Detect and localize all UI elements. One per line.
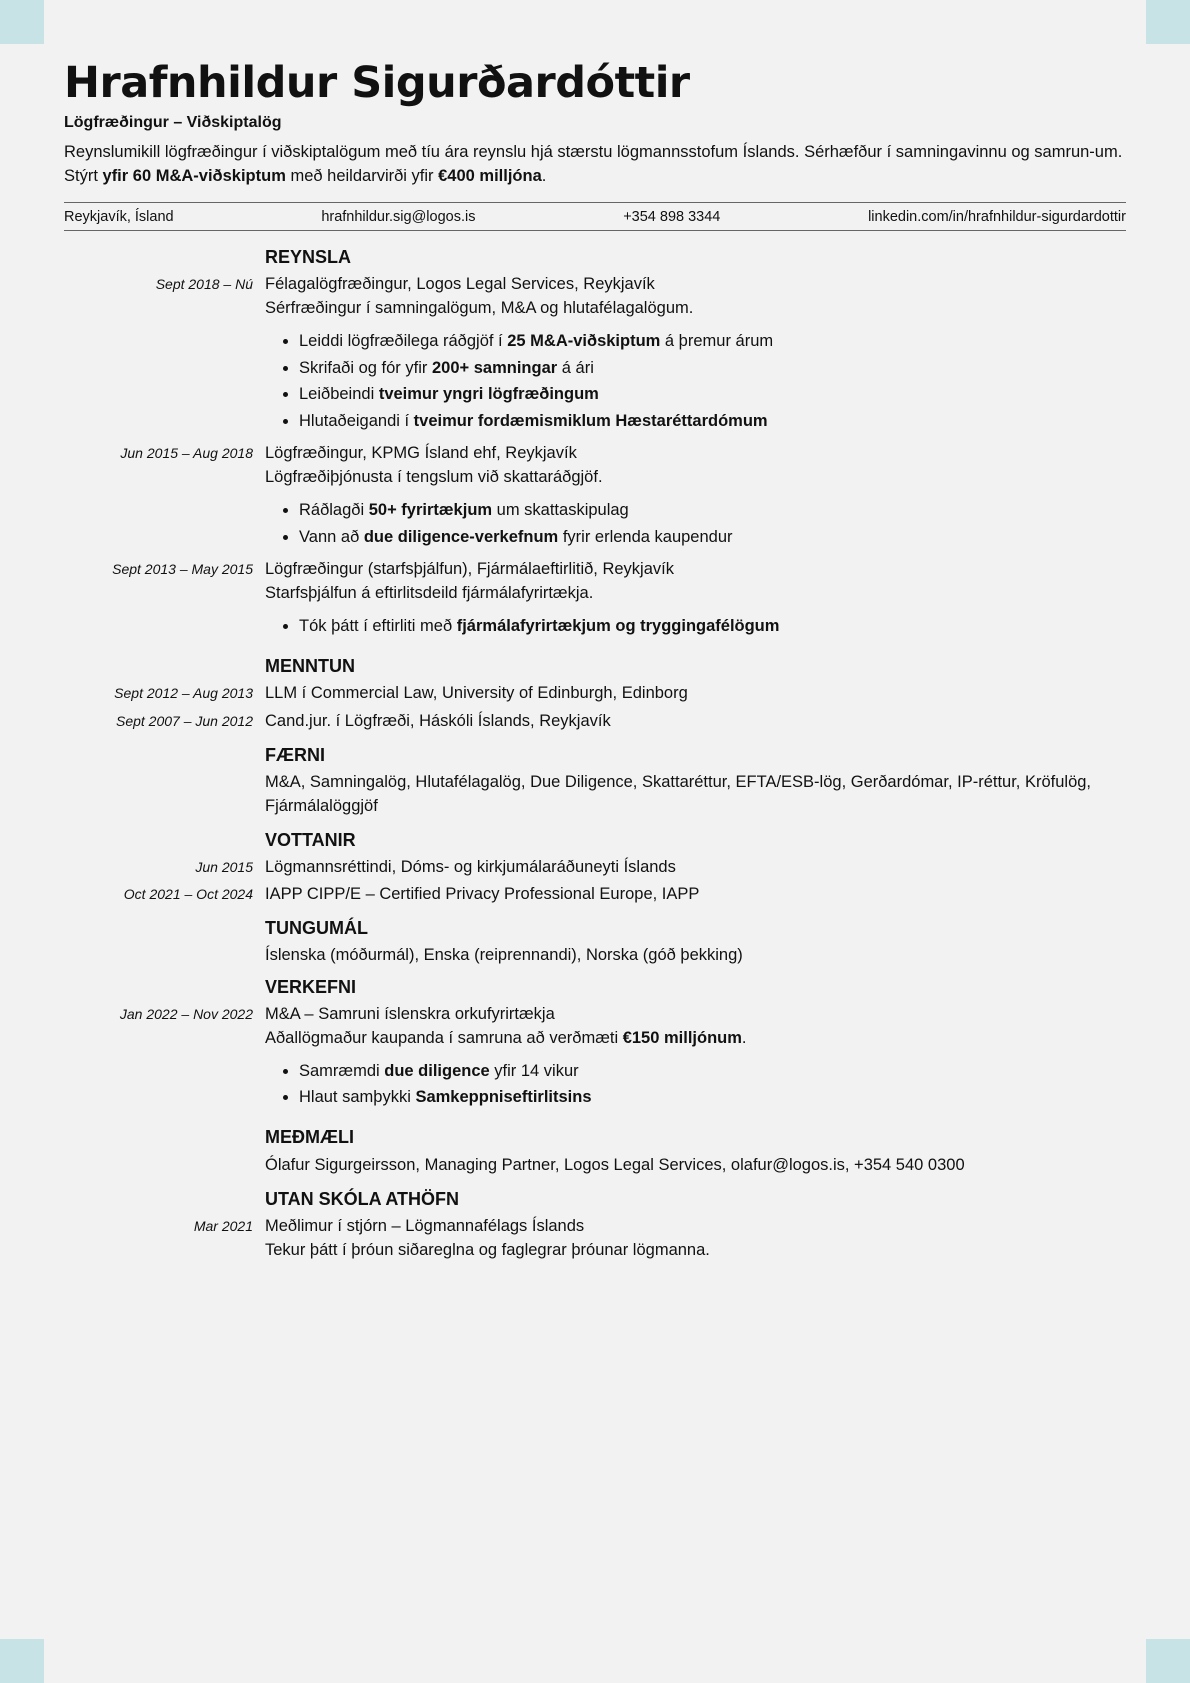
- project-entry: [64, 1002, 1126, 1111]
- job-date: Sept 2013 – May 2015: [112, 561, 253, 577]
- section-heading-skills: FÆRNI: [265, 744, 325, 765]
- list-item: • Samræmdi due diligence yfir 14 vikur: [299, 1058, 1126, 1085]
- education-entry: [64, 709, 1126, 733]
- summary: [64, 140, 1126, 188]
- contact-email[interactable]: hrafnhildur.sig@logos.is: [321, 208, 476, 225]
- section-heading-certifications: VOTTANIR: [265, 829, 356, 850]
- job-title: Lögfræðingur (starfsþjálfun), Fjármálaeftirlitið, Reykjavík: [265, 560, 674, 578]
- summary-highlight: €400 milljóna: [438, 167, 542, 185]
- job-description: Starfsþjálfun á eftirlitsdeild fjármálafyrirtækja.: [265, 584, 594, 602]
- job-title: Félagalögfræðingur, Logos Legal Services, Reykjavík: [265, 275, 655, 293]
- job-description: Lögfræðiþjónusta í tengslum við skattaráðgjöf.: [265, 468, 603, 486]
- education-entry: [64, 681, 1126, 705]
- job-entry: [64, 272, 1126, 434]
- summary-text: með heildarvirði yfir: [285, 167, 439, 185]
- references-text: Ólafur Sigurgeirsson, Managing Partner, Logos Legal Services, olafur@logos.is, +354 540 0300: [265, 1155, 965, 1174]
- contact-phone[interactable]: +354 898 3344: [623, 208, 721, 225]
- job-date: Sept 2018 – Nú: [155, 276, 253, 292]
- project-bullets: [265, 1058, 1126, 1111]
- education-text: Cand.jur. í Lögfræði, Háskóli Íslands, Reykjavík: [265, 711, 611, 730]
- job-bullets: [265, 497, 1126, 550]
- section-heading-education: MENNTUN: [265, 655, 355, 676]
- corner-accent-top-right: [1146, 0, 1190, 44]
- certification-text: IAPP CIPP/E – Certified Privacy Professional Europe, IAPP: [265, 884, 700, 903]
- summary-text: Reynslumikill lögfræðingur í viðskiptalögum með tíu ára reynslu hjá stærstu lögmannsstofum Íslands. Sérhæfður í samningavinnu og samrun-um. Stýrt: [64, 143, 1123, 185]
- section-heading-languages: TUNGUMÁL: [265, 917, 368, 938]
- certification-text: Lögmannsréttindi, Dóms- og kirkjumálaráðuneyti Íslands: [265, 857, 676, 876]
- job-description: Sérfræðingur í samningalögum, M&A og hlutafélagalögum.: [265, 299, 694, 317]
- job-date: Jun 2015 – Aug 2018: [120, 445, 253, 461]
- extracurricular-title: Meðlimur í stjórn – Lögmannafélags Íslands: [265, 1216, 585, 1235]
- section-heading-extracurricular: UTAN SKÓLA ATHÖFN: [265, 1188, 459, 1209]
- job-entry: [64, 557, 1126, 640]
- languages-text: Íslenska (móðurmál), Enska (reiprennandi), Norska (góð þekking): [265, 945, 743, 964]
- resume-page: [64, 56, 1126, 1262]
- extracurricular-date: Mar 2021: [193, 1217, 253, 1234]
- section-heading-projects: VERKEFNI: [265, 976, 357, 997]
- list-item: • Skrifaði og fór yfir 200+ samningar á ári: [299, 355, 1126, 382]
- list-item: • Leiðbeindi tveimur yngri lögfræðingum: [299, 381, 1126, 408]
- extracurricular-entry: [64, 1214, 1126, 1262]
- job-entry: [64, 441, 1126, 550]
- extracurricular-description: Tekur þátt í þróun siðareglna og faglegrar þróunar lögmanna.: [265, 1240, 710, 1259]
- education-date: Sept 2007 – Jun 2012: [115, 712, 253, 729]
- list-item: • Hlutaðeigandi í tveimur fordæmismiklum Hæstaréttardómum: [299, 408, 1126, 435]
- project-description: Aðallögmaður kaupanda í samruna að verðmæti €150 milljónum.: [265, 1028, 747, 1047]
- skills-text: M&A, Samningalög, Hlutafélagalög, Due Diligence, Skattaréttur, EFTA/ESB-lög, Gerðardómar, IP-réttur, Kröfulög, Fjármálalöggjöf: [265, 772, 1092, 815]
- education-text: LLM í Commercial Law, University of Edinburgh, Edinborg: [265, 683, 688, 702]
- project-title: M&A – Samruni íslenskra orkufyrirtækja: [265, 1004, 555, 1023]
- education-date: Sept 2012 – Aug 2013: [114, 684, 253, 701]
- list-item: • Ráðlagði 50+ fyrirtækjum um skattaskipulag: [299, 497, 1126, 524]
- job-bullets: [265, 328, 1126, 434]
- certification-date: Oct 2021 – Oct 2024: [123, 885, 253, 902]
- list-item: • Hlaut samþykki Samkeppniseftirlitsins: [299, 1084, 1126, 1111]
- corner-accent-bottom-right: [1146, 1639, 1190, 1683]
- certification-date: Jun 2015: [195, 858, 253, 875]
- section-heading-experience: REYNSLA: [265, 247, 352, 267]
- certification-entry: [64, 882, 1126, 906]
- certification-entry: [64, 855, 1126, 879]
- candidate-title: Lögfræðingur – Viðskiptalög: [64, 114, 282, 131]
- section-heading-references: MEÐMÆLI: [265, 1126, 354, 1147]
- list-item: • Tók þátt í eftirliti með fjármálafyrirtækjum og tryggingafélögum: [299, 613, 1126, 640]
- project-date: Jan 2022 – Nov 2022: [119, 1005, 253, 1022]
- candidate-name: Hrafnhildur Sigurðardóttir: [64, 58, 690, 108]
- list-item: • Vann að due diligence-verkefnum fyrir erlenda kaupendur: [299, 524, 1126, 551]
- summary-text: .: [541, 167, 547, 185]
- job-bullets: [265, 613, 1126, 640]
- contact-linkedin[interactable]: linkedin.com/in/hrafnhildur-sigurdardottir: [868, 208, 1126, 225]
- list-item: • Leiddi lögfræðilega ráðgjöf í 25 M&A-viðskiptum á þremur árum: [299, 328, 1126, 355]
- corner-accent-bottom-left: [0, 1639, 44, 1683]
- job-title: Lögfræðingur, KPMG Ísland ehf, Reykjavík: [265, 444, 577, 462]
- references-entry: [64, 1153, 1126, 1177]
- languages-entry: [64, 943, 1126, 967]
- contact-bar: [64, 202, 1126, 231]
- skills-entry: [64, 770, 1126, 818]
- corner-accent-top-left: [0, 0, 44, 44]
- summary-highlight: yfir 60 M&A-viðskiptum: [102, 167, 286, 185]
- contact-location: Reykjavík, Ísland: [64, 208, 174, 225]
